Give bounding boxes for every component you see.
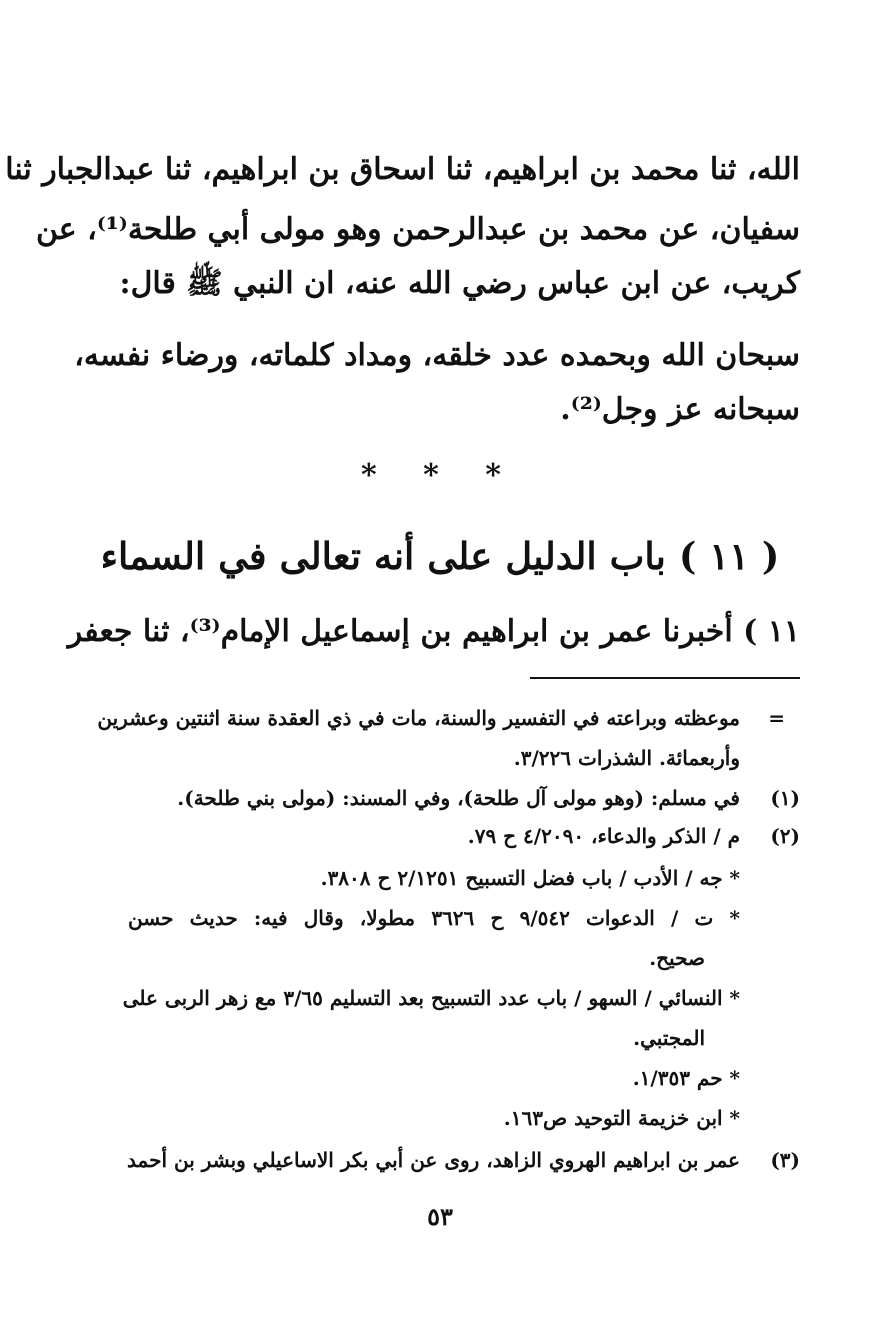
footnote-2-marker: (٢)	[770, 824, 800, 848]
hadith-text-line-1: سبحان الله وبحمده عدد خلقه، ومداد كلماته، ورضاء نفسه،	[74, 338, 800, 373]
chapter-heading: ( ١١ ) باب الدليل على أنه تعالى في السماء	[100, 534, 780, 578]
footnote-2-item: صحيح.	[649, 946, 705, 970]
footnote-2-item: * ت / الدعوات ٩/٥٤٢ ح ٣٦٢٦ مطولا، وقال فيه: حديث حسن	[128, 906, 741, 930]
main-text-line-1: الله، ثنا محمد بن ابراهيم، ثنا اسحاق بن ابراهيم، ثنا عبدالجبار ثنا	[5, 152, 800, 187]
footnote-2-item: المجتبي.	[633, 1026, 705, 1050]
footnote-continuation-line-1: موعظته وبراعته في التفسير والسنة، مات في ذي العقدة سنة اثنتين وعشرين	[97, 706, 740, 730]
footnote-continuation-marker: =	[768, 706, 785, 730]
page-number: ٥٣	[427, 1202, 453, 1231]
footnote-2-item: * ابن خزيمة التوحيد ص١٦٣.	[503, 1106, 740, 1130]
footnote-2-item: * النسائي / السهو / باب عدد التسبيح بعد التسليم ٣/٦٥ مع زهر الربى على	[122, 986, 740, 1010]
section-separator: * * *	[361, 458, 519, 493]
footnote-2-text: م / الذكر والدعاء، ٤/٢٠٩٠ ح ٧٩.	[467, 824, 740, 848]
footnote-3-text: عمر بن ابراهيم الهروي الزاهد، روى عن أبي بكر الاساعيلي وبشر بن أحمد	[127, 1148, 740, 1172]
hadith-text-line-2: سبحانه عز وجل⁽²⁾.	[560, 392, 800, 427]
footnote-divider	[530, 677, 800, 679]
footnote-1-marker: (١)	[770, 786, 800, 810]
narration-line: ١١ ) أخبرنا عمر بن ابراهيم بن إسماعيل الإمام⁽³⁾، ثنا جعفر	[67, 614, 800, 649]
main-text-line-2: سفيان، عن محمد بن عبدالرحمن وهو مولى أبي طلحة⁽¹⁾، عن	[35, 212, 800, 247]
main-text-line-3: كريب، عن ابن عباس رضي الله عنه، ان النبي ﷺ قال:	[119, 266, 800, 301]
footnote-1-text: في مسلم: (وهو مولى آل طلحة)، وفي المسند: (مولى بني طلحة).	[177, 786, 740, 810]
footnote-continuation-line-2: وأربعمائة. الشذرات ٣/٢٢٦.	[513, 746, 740, 770]
footnote-3-marker: (٣)	[770, 1148, 800, 1172]
footnote-2-item: * جه / الأدب / باب فضل التسبيح ٢/١٢٥١ ح ٣٨٠٨.	[320, 866, 740, 890]
footnote-2-item: * حم ١/٣٥٣.	[632, 1066, 740, 1090]
